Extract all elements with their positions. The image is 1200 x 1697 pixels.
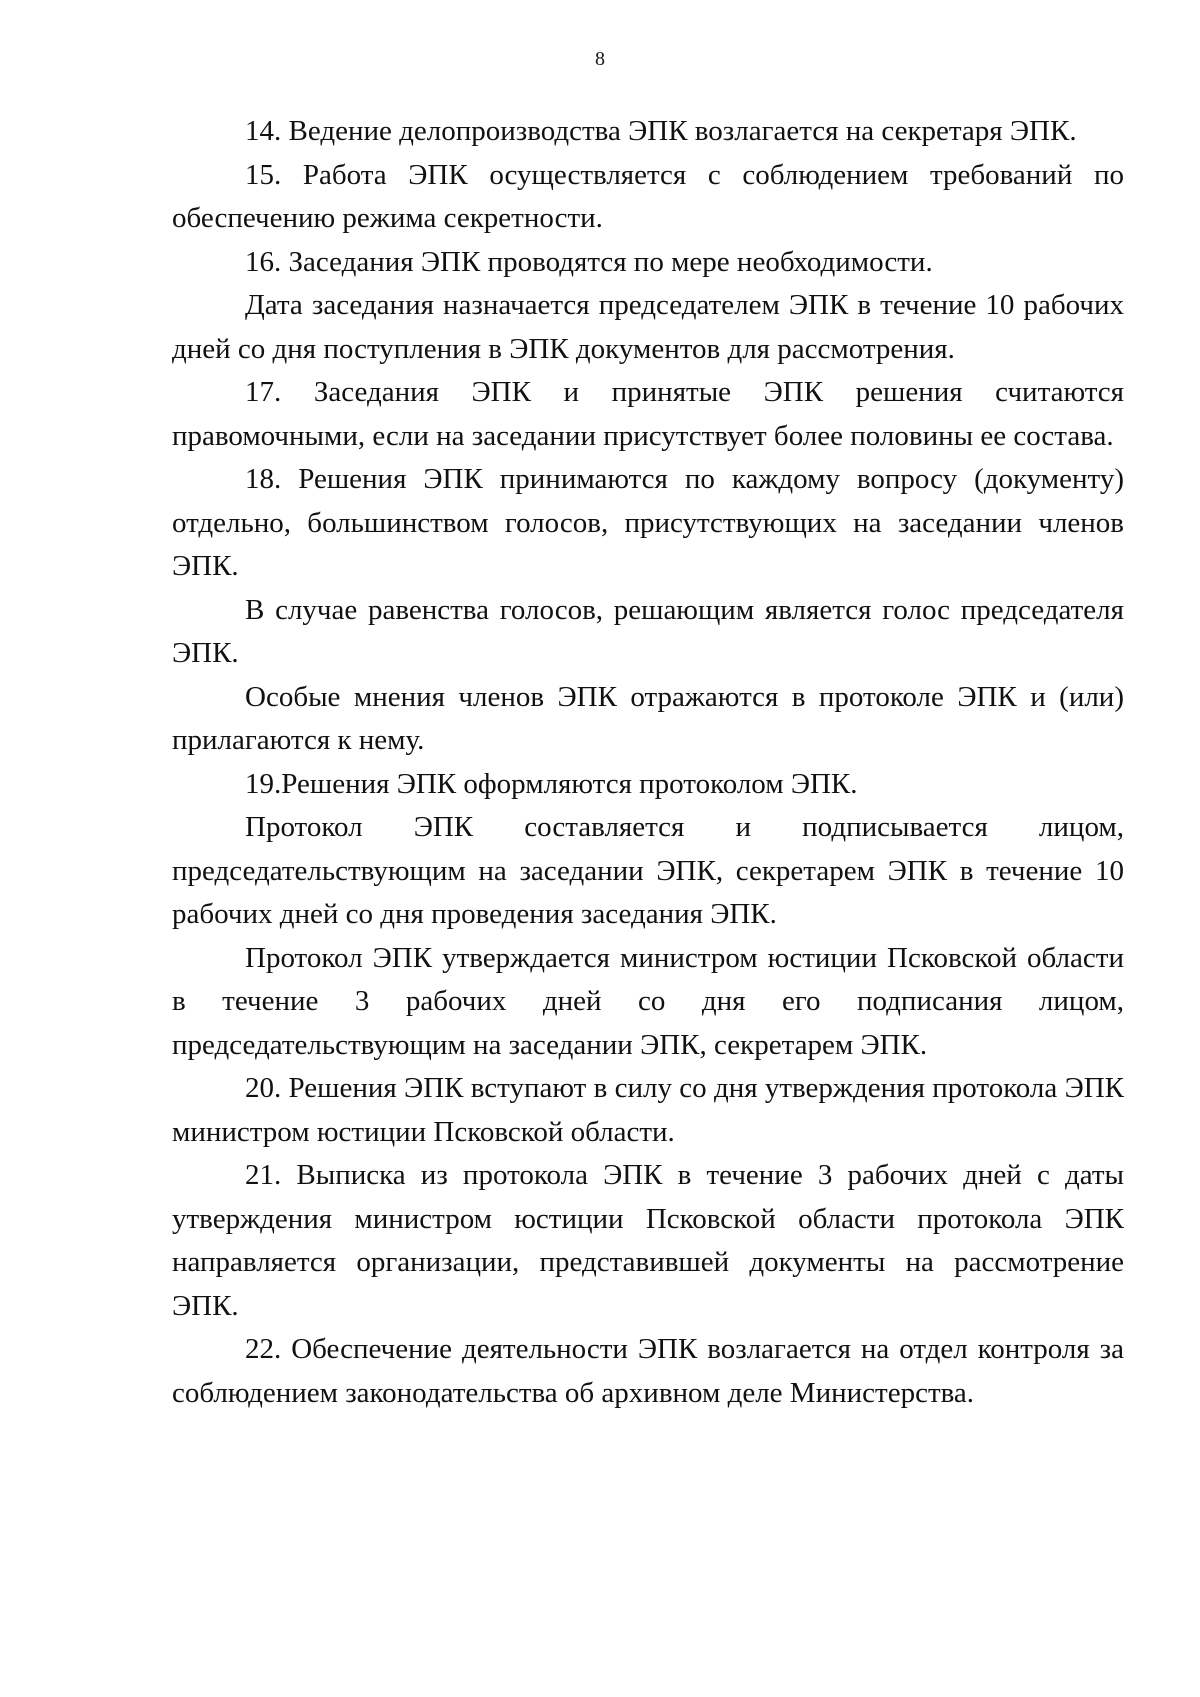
page-number: 8 <box>595 48 605 70</box>
paragraph-19-protocol-signing: Протокол ЭПК составляется и подписывается лицом, председательствующим на заседании ЭПК, секретарем ЭПК в течение 10 рабочих дней со дня проведения заседания ЭПК. <box>172 811 1124 930</box>
paragraph-18-tie-vote: В случае равенства голосов, решающим является голос председателя ЭПК. <box>172 593 1124 669</box>
paragraph-22: 22. Обеспечение деятельности ЭПК возлагается на отдел контроля за соблюдением законодательства об архивном деле Министерства. <box>172 1333 1124 1409</box>
paragraph-18: 18. Решения ЭПК принимаются по каждому вопросу (документу) отдельно, большинством голосов, присутствующих на заседании членов ЭПК. <box>172 463 1124 582</box>
paragraph-20: 20. Решения ЭПК вступают в силу со дня утверждения протокола ЭПК министром юстиции Псковской области. <box>172 1072 1124 1148</box>
paragraph-19-protocol-approval: Протокол ЭПК утверждается министром юстиции Псковской области в течение 3 рабочих дней со дня его подписания лицом, председательствующим на заседании ЭПК, секретарем ЭПК. <box>172 941 1124 1061</box>
paragraph-19: 19.Решения ЭПК оформляются протоколом ЭПК. <box>245 767 858 800</box>
paragraph-21: 21. Выписка из протокола ЭПК в течение 3 рабочих дней с даты утверждения министром юстиции Псковской области протокола ЭПК направляется организации, представившей документы на рассмотрение ЭПК. <box>172 1159 1124 1322</box>
paragraph-16-meeting-date: Дата заседания назначается председателем ЭПК в течение 10 рабочих дней со дня поступления в ЭПК документов для рассмотрения. <box>172 289 1124 365</box>
paragraph-15: 15. Работа ЭПК осуществляется с соблюдением требований по обеспечению режима секретности. <box>172 158 1124 234</box>
paragraph-17: 17. Заседания ЭПК и принятые ЭПК решения считаются правомочными, если на заседании присутствует более половины ее состава. <box>172 376 1124 452</box>
document-body <box>172 110 1124 1415</box>
paragraph-18-dissenting-opinions: Особые мнения членов ЭПК отражаются в протоколе ЭПК и (или) прилагаются к нему. <box>172 680 1124 756</box>
paragraph-16: 16. Заседания ЭПК проводятся по мере необходимости. <box>245 245 933 278</box>
paragraph-14: 14. Ведение делопроизводства ЭПК возлагается на секретаря ЭПК. <box>245 115 1077 147</box>
